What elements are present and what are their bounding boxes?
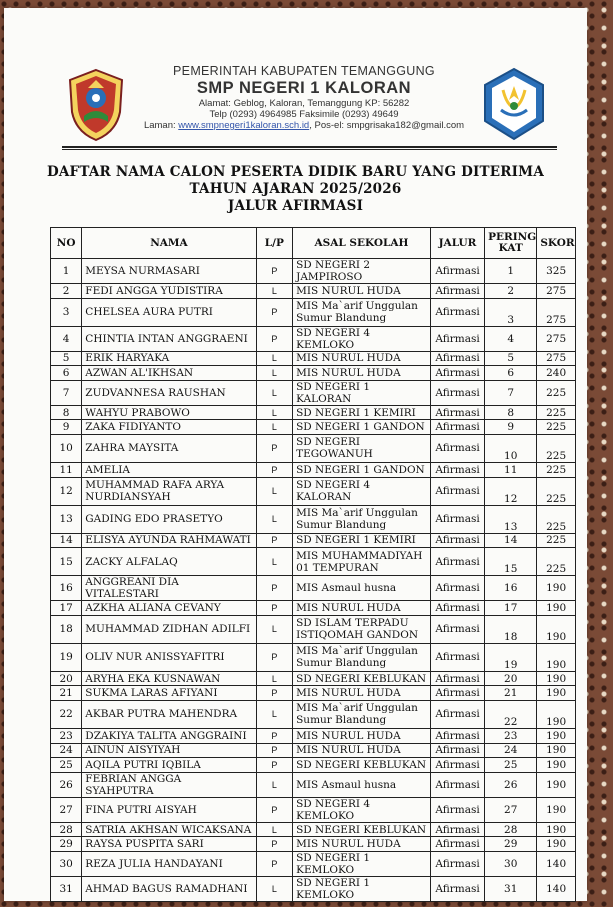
cell-nama: MUHAMMAD RAFA ARYA NURDIANSYAH bbox=[82, 477, 256, 505]
cell-no: 28 bbox=[51, 822, 82, 837]
cell-jalur: Afirmasi bbox=[430, 772, 484, 797]
cell-lp: P bbox=[256, 643, 293, 671]
cell-jalur: Afirmasi bbox=[430, 380, 484, 405]
letterhead bbox=[4, 64, 587, 146]
cell-jalur: Afirmasi bbox=[430, 366, 484, 381]
cell-lp: P bbox=[256, 758, 293, 773]
cell-no: 31 bbox=[51, 876, 82, 901]
cell-lp: P bbox=[256, 576, 293, 601]
cell-lp: L bbox=[256, 615, 293, 643]
table-row bbox=[51, 434, 576, 462]
table-row bbox=[51, 851, 576, 876]
cell-nama: ZUDVANNESA RAUSHAN bbox=[82, 380, 256, 405]
cell-nama: AMELIA bbox=[82, 462, 256, 477]
col-header-peringkat: PERING KAT bbox=[485, 228, 537, 259]
cell-no: 3 bbox=[51, 298, 82, 326]
cell-nama: ERIK HARYAKA bbox=[82, 351, 256, 366]
cell-asal-sekolah: MIS MUHAMMADIYAH 01 TEMPURAN bbox=[293, 548, 431, 576]
cell-asal-sekolah: SD NEGERI 2 JAMPIROSO bbox=[293, 259, 431, 284]
cell-lp: P bbox=[256, 259, 293, 284]
cell-no: 18 bbox=[51, 615, 82, 643]
cell-lp: P bbox=[256, 462, 293, 477]
cell-skor: 275 bbox=[537, 326, 576, 351]
cell-lp: P bbox=[256, 837, 293, 852]
cell-skor: 225 bbox=[537, 405, 576, 420]
cell-asal-sekolah: MIS Ma`arif Unggulan Sumur Blandung bbox=[293, 700, 431, 728]
cell-lp: P bbox=[256, 434, 293, 462]
cell-no: 19 bbox=[51, 643, 82, 671]
cell-peringkat: 11 bbox=[485, 462, 537, 477]
cell-jalur: Afirmasi bbox=[430, 671, 484, 686]
cell-asal-sekolah: SD NEGERI 4 KEMLOKO bbox=[293, 797, 431, 822]
cell-skor: 190 bbox=[537, 700, 576, 728]
table-row bbox=[51, 298, 576, 326]
cell-lp: P bbox=[256, 743, 293, 758]
cell-lp: P bbox=[256, 533, 293, 548]
cell-asal-sekolah: MIS NURUL HUDA bbox=[293, 366, 431, 381]
cell-asal-sekolah: MIS Asmaul husna bbox=[293, 576, 431, 601]
cell-asal-sekolah: SD NEGERI KEBLUKAN bbox=[293, 822, 431, 837]
cell-jalur: Afirmasi bbox=[430, 420, 484, 435]
cell-peringkat: 12 bbox=[485, 477, 537, 505]
cell-jalur: Afirmasi bbox=[430, 462, 484, 477]
cell-nama: ZAKA FIDIYANTO bbox=[82, 420, 256, 435]
cell-jalur: Afirmasi bbox=[430, 851, 484, 876]
cell-jalur: Afirmasi bbox=[430, 758, 484, 773]
cell-nama: ZAHRA MAYSITA bbox=[82, 434, 256, 462]
temanggung-regency-crest-icon bbox=[64, 68, 128, 142]
col-header-skor: SKOR bbox=[537, 228, 576, 259]
cell-skor: 190 bbox=[537, 797, 576, 822]
cell-asal-sekolah: MIS Ma`arif Unggulan Sumur Blandung bbox=[293, 643, 431, 671]
cell-no: 10 bbox=[51, 434, 82, 462]
cell-peringkat: 30 bbox=[485, 851, 537, 876]
document-titles bbox=[4, 164, 587, 215]
cell-no: 1 bbox=[51, 259, 82, 284]
cell-nama: ANGGREANI DIA VITALESTARI bbox=[82, 576, 256, 601]
cell-skor: 225 bbox=[537, 548, 576, 576]
cell-no: 8 bbox=[51, 405, 82, 420]
cell-asal-sekolah: SD NEGERI 1 GANDON bbox=[293, 462, 431, 477]
table-row bbox=[51, 837, 576, 852]
cell-no: 16 bbox=[51, 576, 82, 601]
table-row bbox=[51, 772, 576, 797]
cell-asal-sekolah: SD ISLAM TERPADU ISTIQOMAH GANDON bbox=[293, 615, 431, 643]
cell-no: 30 bbox=[51, 851, 82, 876]
email-text: , Pos-el: smpgrisaka182@gmail.com bbox=[309, 120, 465, 131]
cell-peringkat: 19 bbox=[485, 643, 537, 671]
cell-lp: L bbox=[256, 505, 293, 533]
cell-peringkat: 25 bbox=[485, 758, 537, 773]
cell-asal-sekolah: SD NEGERI 1 GANDON bbox=[293, 420, 431, 435]
cell-skor: 225 bbox=[537, 505, 576, 533]
table-row bbox=[51, 405, 576, 420]
cell-lp: L bbox=[256, 876, 293, 901]
cell-nama: GADING EDO PRASETYO bbox=[82, 505, 256, 533]
cell-asal-sekolah: MIS NURUL HUDA bbox=[293, 284, 431, 299]
col-header-lp: L/P bbox=[256, 228, 293, 259]
cell-lp: L bbox=[256, 405, 293, 420]
cell-jalur: Afirmasi bbox=[430, 876, 484, 901]
table-row bbox=[51, 576, 576, 601]
cell-jalur: Afirmasi bbox=[430, 326, 484, 351]
cell-jalur: Afirmasi bbox=[430, 837, 484, 852]
cell-peringkat: 10 bbox=[485, 434, 537, 462]
cell-jalur: Afirmasi bbox=[430, 351, 484, 366]
cell-jalur: Afirmasi bbox=[430, 743, 484, 758]
cell-asal-sekolah: SD NEGERI 4 KEMLOKO bbox=[293, 326, 431, 351]
cell-nama: SUKMA LARAS AFIYANI bbox=[82, 686, 256, 701]
cell-nama: AZKHA ALIANA CEVANY bbox=[82, 601, 256, 616]
cell-asal-sekolah: MIS NURUL HUDA bbox=[293, 351, 431, 366]
cell-lp: P bbox=[256, 601, 293, 616]
cell-asal-sekolah: MIS NURUL HUDA bbox=[293, 743, 431, 758]
cell-skor: 225 bbox=[537, 434, 576, 462]
table-row bbox=[51, 351, 576, 366]
cell-nama: AINUN AISYIYAH bbox=[82, 743, 256, 758]
cell-peringkat: 4 bbox=[485, 326, 537, 351]
cell-skor: 275 bbox=[537, 284, 576, 299]
cell-peringkat: 22 bbox=[485, 700, 537, 728]
table-row bbox=[51, 477, 576, 505]
cell-lp: P bbox=[256, 326, 293, 351]
cell-skor: 190 bbox=[537, 686, 576, 701]
cell-no: 11 bbox=[51, 462, 82, 477]
cell-skor: 325 bbox=[537, 259, 576, 284]
cell-nama: REZA JULIA HANDAYANI bbox=[82, 851, 256, 876]
table-row bbox=[51, 686, 576, 701]
website-link[interactable]: www.smpnegeri1kaloran.sch.id bbox=[178, 120, 310, 131]
cell-skor: 225 bbox=[537, 477, 576, 505]
cell-nama: FINA PUTRI AISYAH bbox=[82, 797, 256, 822]
cell-asal-sekolah: SD NEGERI 1 KEMIRI bbox=[293, 405, 431, 420]
cell-skor: 190 bbox=[537, 758, 576, 773]
table-row bbox=[51, 326, 576, 351]
table-row bbox=[51, 462, 576, 477]
school-name: SMP NEGERI 1 KALORAN bbox=[196, 79, 412, 97]
cell-lp: L bbox=[256, 822, 293, 837]
col-header-jalur: JALUR bbox=[430, 228, 484, 259]
cell-peringkat: 15 bbox=[485, 548, 537, 576]
table-row bbox=[51, 797, 576, 822]
cell-skor: 190 bbox=[537, 601, 576, 616]
cell-skor: 275 bbox=[537, 298, 576, 326]
table-row bbox=[51, 615, 576, 643]
table-row bbox=[51, 284, 576, 299]
cell-no: 29 bbox=[51, 837, 82, 852]
cell-jalur: Afirmasi bbox=[430, 284, 484, 299]
cell-asal-sekolah: MIS NURUL HUDA bbox=[293, 837, 431, 852]
cell-no: 9 bbox=[51, 420, 82, 435]
cell-jalur: Afirmasi bbox=[430, 686, 484, 701]
cell-nama: AHMAD BAGUS RAMADHANI bbox=[82, 876, 256, 901]
table-row bbox=[51, 548, 576, 576]
cell-no: 17 bbox=[51, 601, 82, 616]
col-header-asal-sekolah: ASAL SEKOLAH bbox=[293, 228, 431, 259]
header-rule-thin bbox=[62, 149, 557, 150]
table-row bbox=[51, 366, 576, 381]
cell-asal-sekolah: MIS Ma`arif Unggulan Sumur Blandung bbox=[293, 505, 431, 533]
cell-peringkat: 27 bbox=[485, 797, 537, 822]
document-page bbox=[4, 8, 587, 901]
school-address: Alamat: Geblog, Kaloran, Temanggung KP: 56282 bbox=[198, 98, 410, 109]
cell-nama: ZACKY ALFALAQ bbox=[82, 548, 256, 576]
letterhead-text bbox=[124, 64, 484, 131]
cell-asal-sekolah: MIS NURUL HUDA bbox=[293, 728, 431, 743]
cell-skor: 190 bbox=[537, 576, 576, 601]
cell-nama: OLIV NUR ANISSYAFITRI bbox=[82, 643, 256, 671]
cell-nama: CHELSEA AURA PUTRI bbox=[82, 298, 256, 326]
cell-skor: 275 bbox=[537, 351, 576, 366]
cell-peringkat: 6 bbox=[485, 366, 537, 381]
table-row bbox=[51, 643, 576, 671]
cell-asal-sekolah: MIS NURUL HUDA bbox=[293, 601, 431, 616]
cell-lp: L bbox=[256, 366, 293, 381]
table-row bbox=[51, 822, 576, 837]
cell-skor: 190 bbox=[537, 728, 576, 743]
cell-lp: L bbox=[256, 671, 293, 686]
cell-lp: P bbox=[256, 728, 293, 743]
accepted-students-table bbox=[50, 227, 576, 902]
cell-peringkat: 8 bbox=[485, 405, 537, 420]
cell-no: 26 bbox=[51, 772, 82, 797]
cell-no: 14 bbox=[51, 533, 82, 548]
cell-no: 22 bbox=[51, 700, 82, 728]
table-row bbox=[51, 728, 576, 743]
cell-peringkat: 29 bbox=[485, 837, 537, 852]
cell-jalur: Afirmasi bbox=[430, 434, 484, 462]
table-row bbox=[51, 420, 576, 435]
cell-nama: RAYSA PUSPITA SARI bbox=[82, 837, 256, 852]
cell-nama: AQILA PUTRI IQBILA bbox=[82, 758, 256, 773]
cell-jalur: Afirmasi bbox=[430, 298, 484, 326]
cell-nama: SATRIA AKHSAN WICAKSANA bbox=[82, 822, 256, 837]
table-row bbox=[51, 671, 576, 686]
title-line-1: DAFTAR NAMA CALON PESERTA DIDIK BARU YANG DITERIMA bbox=[46, 164, 545, 180]
cell-asal-sekolah: SD NEGERI 1 KEMLOKO bbox=[293, 876, 431, 901]
cell-peringkat: 26 bbox=[485, 772, 537, 797]
cell-peringkat: 18 bbox=[485, 615, 537, 643]
cell-nama: DZAKIYA TALITA ANGGRAINI bbox=[82, 728, 256, 743]
cell-jalur: Afirmasi bbox=[430, 477, 484, 505]
cell-no: 25 bbox=[51, 758, 82, 773]
cell-skor: 190 bbox=[537, 615, 576, 643]
cell-jalur: Afirmasi bbox=[430, 700, 484, 728]
cell-asal-sekolah: SD NEGERI TEGOWANUH bbox=[293, 434, 431, 462]
cell-nama: ARYHA EKA KUSNAWAN bbox=[82, 671, 256, 686]
cell-peringkat: 9 bbox=[485, 420, 537, 435]
cell-peringkat: 13 bbox=[485, 505, 537, 533]
cell-jalur: Afirmasi bbox=[430, 576, 484, 601]
col-header-no: NO bbox=[51, 228, 82, 259]
title-line-2: TAHUN AJARAN 2025/2026 bbox=[189, 181, 402, 197]
cell-skor: 190 bbox=[537, 772, 576, 797]
cell-asal-sekolah: SD NEGERI 1 KALORAN bbox=[293, 380, 431, 405]
cell-jalur: Afirmasi bbox=[430, 548, 484, 576]
cell-no: 4 bbox=[51, 326, 82, 351]
cell-lp: P bbox=[256, 851, 293, 876]
table-row bbox=[51, 700, 576, 728]
cell-lp: L bbox=[256, 700, 293, 728]
cell-skor: 225 bbox=[537, 420, 576, 435]
cell-jalur: Afirmasi bbox=[430, 405, 484, 420]
cell-no: 21 bbox=[51, 686, 82, 701]
table-header-row bbox=[51, 228, 576, 259]
cell-skor: 190 bbox=[537, 643, 576, 671]
table-row bbox=[51, 601, 576, 616]
cell-lp: L bbox=[256, 380, 293, 405]
cell-jalur: Afirmasi bbox=[430, 615, 484, 643]
cell-no: 24 bbox=[51, 743, 82, 758]
tut-wuri-handayani-icon bbox=[481, 66, 547, 142]
cell-no: 6 bbox=[51, 366, 82, 381]
cell-nama: MUHAMMAD ZIDHAN ADILFI bbox=[82, 615, 256, 643]
cell-lp: L bbox=[256, 284, 293, 299]
cell-nama: MEYSA NURMASARI bbox=[82, 259, 256, 284]
government-name: PEMERINTAH KABUPATEN TEMANGGUNG bbox=[173, 64, 435, 78]
cell-no: 15 bbox=[51, 548, 82, 576]
cell-no: 23 bbox=[51, 728, 82, 743]
cell-peringkat: 7 bbox=[485, 380, 537, 405]
table-row bbox=[51, 505, 576, 533]
cell-skor: 190 bbox=[537, 837, 576, 852]
cell-lp: P bbox=[256, 686, 293, 701]
cell-skor: 225 bbox=[537, 462, 576, 477]
cell-jalur: Afirmasi bbox=[430, 533, 484, 548]
cell-nama: AZWAN AL'IKHSAN bbox=[82, 366, 256, 381]
cell-nama: WAHYU PRABOWO bbox=[82, 405, 256, 420]
cell-skor: 225 bbox=[537, 533, 576, 548]
cell-peringkat: 14 bbox=[485, 533, 537, 548]
cell-jalur: Afirmasi bbox=[430, 505, 484, 533]
cell-skor: 140 bbox=[537, 876, 576, 901]
cell-lp: L bbox=[256, 772, 293, 797]
cell-no: 27 bbox=[51, 797, 82, 822]
cell-peringkat: 1 bbox=[485, 259, 537, 284]
cell-peringkat: 5 bbox=[485, 351, 537, 366]
cell-asal-sekolah: MIS Asmaul husna bbox=[293, 772, 431, 797]
cell-jalur: Afirmasi bbox=[430, 601, 484, 616]
cell-no: 12 bbox=[51, 477, 82, 505]
cell-peringkat: 28 bbox=[485, 822, 537, 837]
cell-jalur: Afirmasi bbox=[430, 643, 484, 671]
cell-peringkat: 16 bbox=[485, 576, 537, 601]
cell-peringkat: 23 bbox=[485, 728, 537, 743]
cell-peringkat: 20 bbox=[485, 671, 537, 686]
cell-lp: L bbox=[256, 548, 293, 576]
cell-asal-sekolah: SD NEGERI KEBLUKAN bbox=[293, 758, 431, 773]
cell-jalur: Afirmasi bbox=[430, 797, 484, 822]
cell-asal-sekolah: SD NEGERI 4 KALORAN bbox=[293, 477, 431, 505]
cell-no: 20 bbox=[51, 671, 82, 686]
cell-skor: 140 bbox=[537, 851, 576, 876]
table-row bbox=[51, 876, 576, 901]
cell-asal-sekolah: SD NEGERI 1 KEMLOKO bbox=[293, 851, 431, 876]
cell-nama: CHINTIA INTAN ANGGRAENI bbox=[82, 326, 256, 351]
table-row bbox=[51, 533, 576, 548]
school-web-email bbox=[124, 120, 484, 131]
cell-no: 13 bbox=[51, 505, 82, 533]
table-row bbox=[51, 259, 576, 284]
cell-jalur: Afirmasi bbox=[430, 728, 484, 743]
cell-nama: FEDI ANGGA YUDISTIRA bbox=[82, 284, 256, 299]
cell-lp: P bbox=[256, 298, 293, 326]
table-body bbox=[51, 259, 576, 902]
cell-skor: 190 bbox=[537, 671, 576, 686]
cell-skor: 190 bbox=[537, 822, 576, 837]
table-row bbox=[51, 743, 576, 758]
cell-lp: L bbox=[256, 477, 293, 505]
cell-no: 5 bbox=[51, 351, 82, 366]
cell-lp: L bbox=[256, 420, 293, 435]
school-phone: Telp (0293) 4964985 Faksimile (0293) 49649 bbox=[209, 109, 399, 120]
cell-peringkat: 31 bbox=[485, 876, 537, 901]
cell-jalur: Afirmasi bbox=[430, 822, 484, 837]
cell-jalur: Afirmasi bbox=[430, 259, 484, 284]
table-row bbox=[51, 380, 576, 405]
header-rule-thick bbox=[62, 146, 557, 148]
cell-asal-sekolah: SD NEGERI 1 KEMIRI bbox=[293, 533, 431, 548]
cell-asal-sekolah: SD NEGERI KEBLUKAN bbox=[293, 671, 431, 686]
cell-nama: FEBRIAN ANGGA SYAHPUTRA bbox=[82, 772, 256, 797]
cell-no: 2 bbox=[51, 284, 82, 299]
table-row bbox=[51, 758, 576, 773]
cell-skor: 225 bbox=[537, 380, 576, 405]
cell-no: 7 bbox=[51, 380, 82, 405]
col-header-nama: NAMA bbox=[82, 228, 256, 259]
cell-peringkat: 2 bbox=[485, 284, 537, 299]
cell-peringkat: 3 bbox=[485, 298, 537, 326]
cell-skor: 190 bbox=[537, 743, 576, 758]
cell-lp: P bbox=[256, 797, 293, 822]
cell-lp: L bbox=[256, 351, 293, 366]
cell-peringkat: 21 bbox=[485, 686, 537, 701]
cell-nama: ELISYA AYUNDA RAHMAWATI bbox=[82, 533, 256, 548]
cell-peringkat: 24 bbox=[485, 743, 537, 758]
cell-skor: 240 bbox=[537, 366, 576, 381]
cell-peringkat: 17 bbox=[485, 601, 537, 616]
cell-nama: AKBAR PUTRA MAHENDRA bbox=[82, 700, 256, 728]
web-prefix: Laman: bbox=[143, 120, 176, 131]
cell-asal-sekolah: MIS NURUL HUDA bbox=[293, 686, 431, 701]
title-line-3: JALUR AFIRMASI bbox=[227, 198, 364, 214]
cell-asal-sekolah: MIS Ma`arif Unggulan Sumur Blandung bbox=[293, 298, 431, 326]
